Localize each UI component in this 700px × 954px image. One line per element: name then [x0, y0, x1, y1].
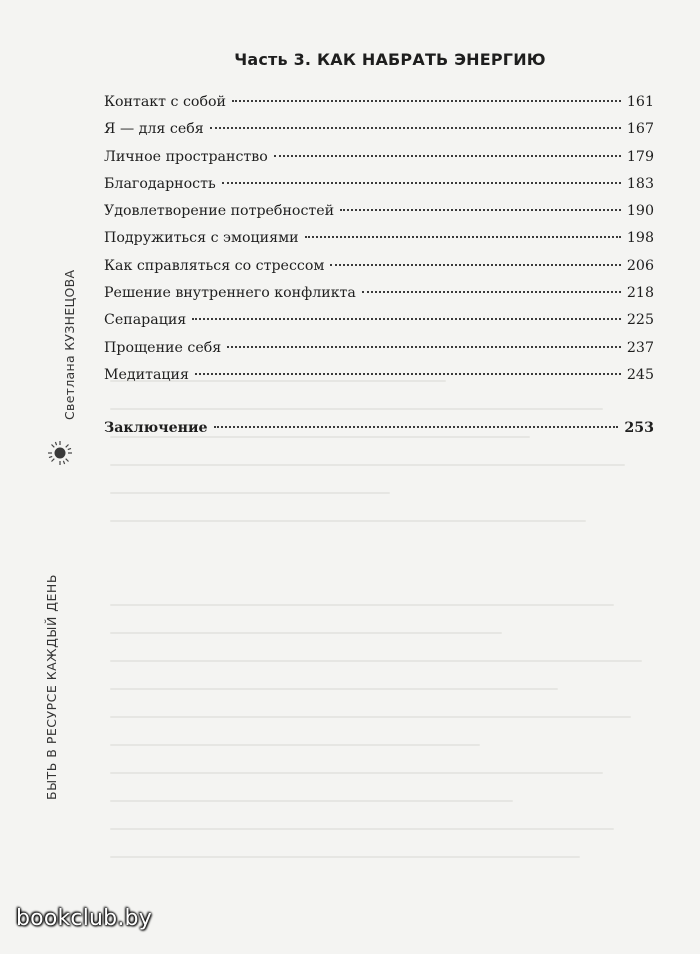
toc-entry-page: 167 [626, 121, 654, 138]
spine-author: Светлана КУЗНЕЦОВА [62, 269, 77, 420]
toc-entry-label: Медитация [104, 366, 189, 383]
dot-leader [222, 182, 621, 184]
toc-entry-label: Как справляться со стрессом [104, 257, 325, 274]
part-title: Часть 3. КАК НАБРАТЬ ЭНЕРГИЮ [234, 50, 546, 69]
toc-entry-label: Удовлетворение потребностей [104, 203, 335, 220]
toc-entry-label: Прощение себя [104, 339, 222, 356]
toc-entry-label: Подружиться с эмоциями [104, 230, 299, 247]
toc-entry-page: 245 [626, 366, 654, 383]
toc-entry-page: 253 [624, 420, 654, 437]
toc-entry [104, 285, 654, 312]
toc-entry-page: 237 [626, 339, 654, 356]
toc-entry [104, 367, 654, 394]
toc-entry-page: 183 [626, 175, 654, 192]
toc-entry-page: 161 [626, 94, 654, 110]
dot-leader [195, 373, 621, 375]
toc-entry-label: Заключение [104, 420, 208, 437]
dot-leader [274, 155, 621, 157]
dot-leader [362, 291, 621, 293]
toc-entry-label: Я — для себя [104, 121, 204, 138]
spine-title: БЫТЬ В РЕСУРСЕ КАЖДЫЙ ДЕНЬ [44, 574, 59, 800]
toc-entry-page: 190 [626, 203, 654, 220]
toc-entry-page: 225 [626, 312, 654, 329]
toc-entry-label: Благодарность [104, 175, 216, 192]
dot-leader [210, 127, 621, 129]
dot-leader [232, 100, 621, 102]
show-through-lines [110, 380, 670, 884]
toc-entry [104, 312, 654, 339]
toc-entry-page: 179 [626, 148, 654, 165]
toc-entry-page: 218 [626, 285, 654, 302]
toc-entry-page: 206 [626, 257, 654, 274]
toc-entry-label: Сепарация [104, 312, 187, 329]
toc-entry [104, 121, 654, 148]
watermark: bookclub.by [16, 906, 152, 931]
toc-entry-conclusion [104, 420, 654, 447]
toc-entry [104, 258, 654, 285]
toc-entry [104, 94, 654, 121]
table-of-contents [104, 94, 654, 448]
toc-entry [104, 340, 654, 367]
dot-leader [227, 346, 621, 348]
dot-leader [192, 318, 621, 320]
toc-entry-label: Личное пространство [104, 148, 268, 165]
toc-entry-label: Решение внутреннего конфликта [104, 285, 356, 302]
sun-icon [47, 440, 73, 466]
dot-leader [305, 236, 621, 238]
dot-leader [340, 209, 621, 211]
toc-entry [104, 149, 654, 176]
toc-entry-label: Контакт с собой [104, 94, 226, 110]
toc-entry [104, 230, 654, 257]
dot-leader [330, 264, 620, 266]
toc-entry-page: 198 [626, 230, 654, 247]
dot-leader [214, 426, 619, 428]
toc-entry [104, 203, 654, 230]
toc-entry [104, 176, 654, 203]
